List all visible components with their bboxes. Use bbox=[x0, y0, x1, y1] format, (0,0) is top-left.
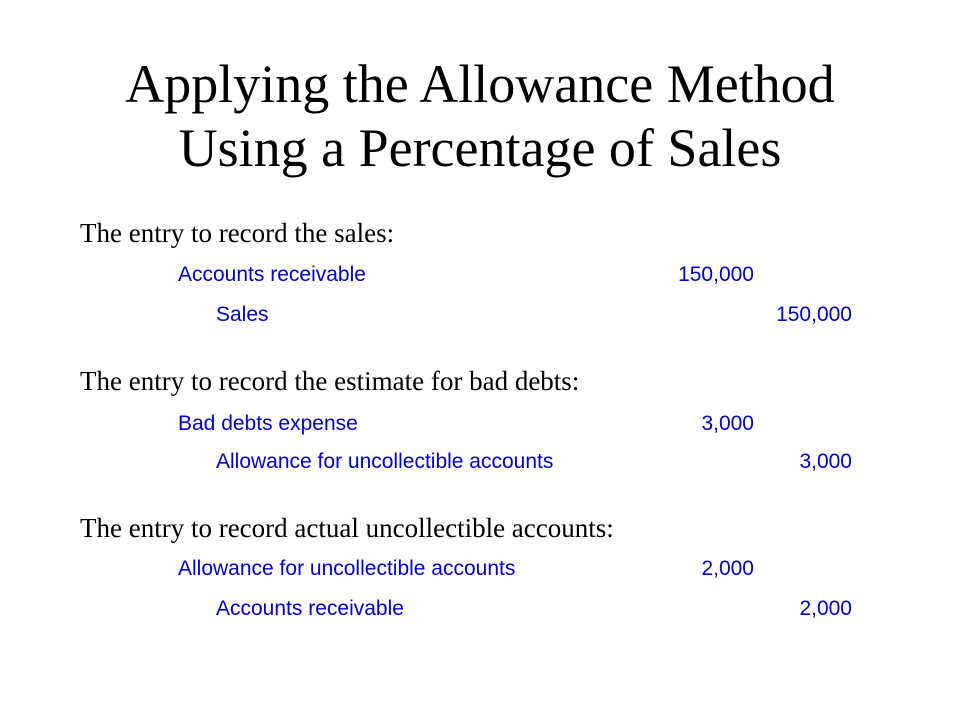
slide-title-line-2: Using a Percentage of Sales bbox=[178, 118, 782, 178]
slide-title-line-1: Applying the Allowance Method bbox=[125, 54, 835, 114]
debit-amount: 150,000 bbox=[678, 263, 754, 286]
section-heading-bad-debts: The entry to record the estimate for bad debts: bbox=[80, 366, 580, 396]
credit-amount: 150,000 bbox=[776, 303, 852, 326]
section-heading-uncollectible: The entry to record actual uncollectible accounts: bbox=[80, 513, 614, 543]
credit-account: Accounts receivable bbox=[216, 597, 404, 620]
slide-title bbox=[0, 52, 960, 180]
credit-amount: 3,000 bbox=[799, 450, 852, 473]
debit-account: Accounts receivable bbox=[178, 263, 366, 286]
section-heading-sales: The entry to record the sales: bbox=[80, 218, 395, 248]
debit-account: Bad debts expense bbox=[178, 412, 358, 435]
credit-account: Allowance for uncollectible accounts bbox=[216, 450, 554, 473]
credit-amount: 2,000 bbox=[799, 597, 852, 620]
credit-account: Sales bbox=[216, 303, 269, 326]
debit-account: Allowance for uncollectible accounts bbox=[178, 557, 516, 580]
debit-amount: 2,000 bbox=[701, 557, 754, 580]
debit-amount: 3,000 bbox=[701, 412, 754, 435]
